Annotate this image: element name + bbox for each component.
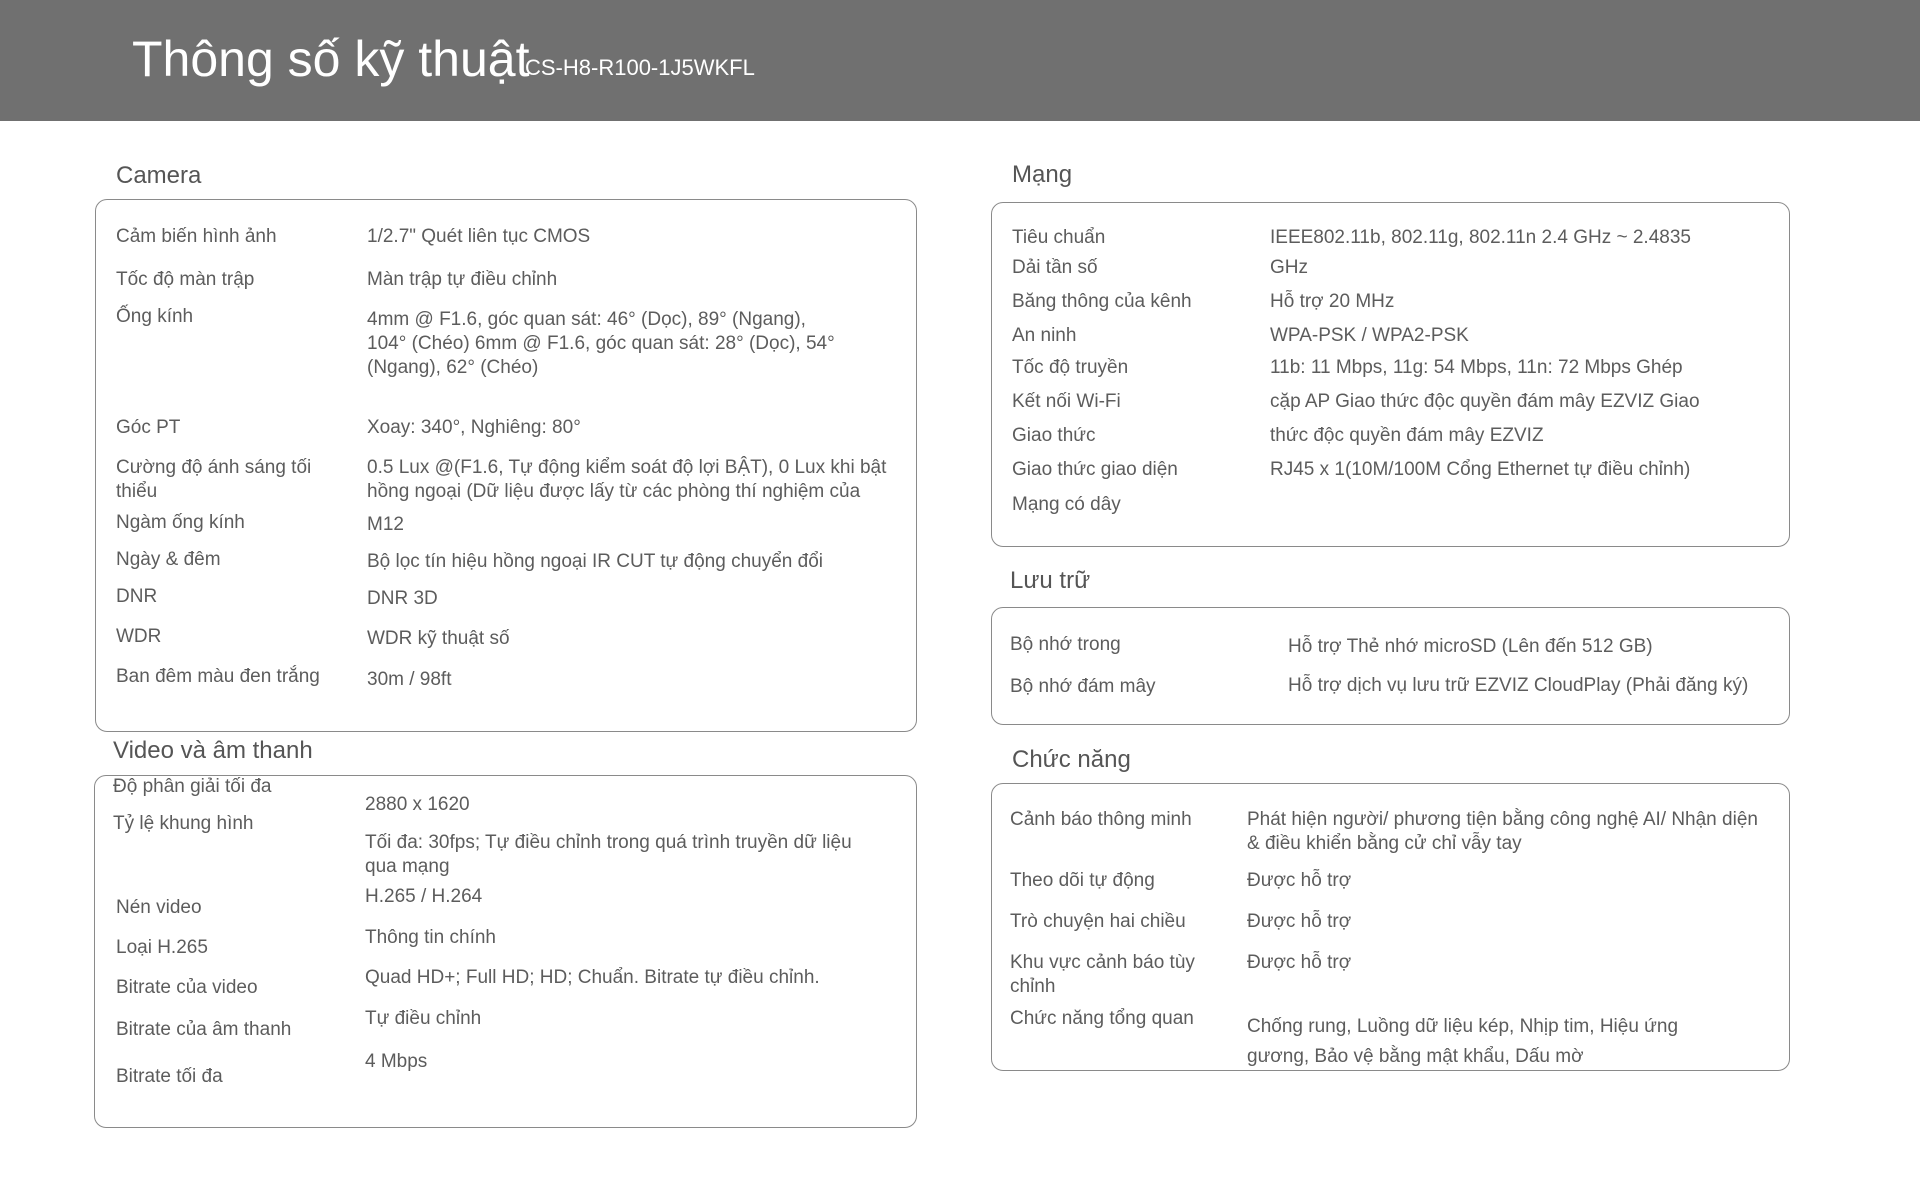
network-label-transfer-rate: Tốc độ truyền <box>1012 357 1129 378</box>
network-label-channel-bandwidth: Băng thông của kênh <box>1012 291 1192 312</box>
network-value-line-1: IEEE802.11b, 802.11g, 802.11n 2.4 GHz ~ 2.4835 <box>1270 227 1691 248</box>
camera-label-min-illumination: Cường độ ánh sáng tối thiểu <box>116 457 312 502</box>
video-value-frame-rate: Tối đa: 30fps; Tự điều chỉnh trong quá trình truyền dữ liệu qua mạng <box>365 832 852 877</box>
network-value-line-8: RJ45 x 1(10M/100M Cổng Ethernet tự điều chỉnh) <box>1270 459 1691 480</box>
camera-label-sensor: Cảm biến hình ảnh <box>116 226 277 247</box>
network-value-line-6: cặp AP Giao thức độc quyền đám mây EZVIZ Giao <box>1270 391 1700 412</box>
camera-label-day-night: Ngày & đêm <box>116 549 221 570</box>
page-title: Thông số kỹ thuật <box>132 31 530 87</box>
storage-spec-box <box>991 607 1790 725</box>
video-label-compression: Nén video <box>116 897 202 918</box>
video-label-audio-bitrate: Bitrate của âm thanh <box>116 1019 292 1040</box>
features-value-custom-alert-zone: Được hỗ trợ <box>1247 952 1352 973</box>
camera-value-pt-angle: Xoay: 340°, Nghiêng: 80° <box>367 417 581 438</box>
camera-label-wdr: WDR <box>116 626 162 647</box>
features-section-title: Chức năng <box>1012 746 1131 773</box>
video-value-audio-bitrate: Tự điều chỉnh <box>365 1008 482 1029</box>
storage-label-internal: Bộ nhớ trong <box>1010 634 1121 655</box>
video-section-title: Video và âm thanh <box>113 737 313 764</box>
network-section-title: Mạng <box>1012 161 1073 188</box>
camera-value-sensor: 1/2.7" Quét liên tục CMOS <box>367 226 591 247</box>
video-label-max-resolution: Độ phân giải tối đa <box>113 776 272 797</box>
features-label-custom-alert-zone: Khu vực cảnh báo tùy chỉnh <box>1010 952 1195 997</box>
camera-label-night-bw: Ban đêm màu đen trắng <box>116 666 320 687</box>
network-label-standard: Tiêu chuẩn <box>1012 227 1106 248</box>
network-value-line-4: WPA-PSK / WPA2-PSK <box>1270 325 1469 346</box>
camera-value-night-bw: 30m / 98ft <box>367 669 452 690</box>
features-label-smart-alert: Cảnh báo thông minh <box>1010 809 1192 830</box>
camera-value-min-illumination: 0.5 Lux @(F1.6, Tự động kiểm soát độ lợi BẬT), 0 Lux khi bật hồng ngoại (Dữ liệu được lấy từ các phòng thí nghiệm của <box>367 457 887 502</box>
camera-value-lens-mount: M12 <box>367 514 404 535</box>
camera-section-title: Camera <box>116 162 202 189</box>
features-value-general-functions: Chống rung, Luồng dữ liệu kép, Nhịp tim, Hiệu ứng gương, Bảo vệ bằng mật khẩu, Dấu mờ <box>1247 1016 1679 1067</box>
network-value-line-7: thức độc quyền đám mây EZVIZ <box>1270 425 1544 446</box>
storage-section-title: Lưu trữ <box>1010 567 1091 594</box>
storage-label-cloud: Bộ nhớ đám mây <box>1010 676 1156 697</box>
camera-label-dnr: DNR <box>116 586 158 607</box>
network-value-line-2: GHz <box>1270 257 1308 278</box>
video-label-video-bitrate: Bitrate của video <box>116 977 258 998</box>
model-number: CS-H8-R100-1J5WKFL <box>525 55 755 80</box>
features-label-auto-tracking: Theo dõi tự động <box>1010 870 1155 891</box>
storage-value-internal: Hỗ trợ Thẻ nhớ microSD (Lên đến 512 GB) <box>1288 636 1653 657</box>
video-value-compression: H.265 / H.264 <box>365 886 483 907</box>
network-label-protocol: Giao thức <box>1012 425 1096 446</box>
video-value-h265-type: Thông tin chính <box>365 927 496 948</box>
network-label-wifi-pairing: Kết nối Wi-Fi <box>1012 391 1121 412</box>
video-label-h265-type: Loại H.265 <box>116 937 208 958</box>
camera-value-shutter: Màn trập tự điều chỉnh <box>367 269 558 290</box>
camera-label-pt-angle: Góc PT <box>116 417 181 438</box>
features-label-two-way-talk: Trò chuyện hai chiều <box>1010 911 1186 932</box>
network-value-line-3: Hỗ trợ 20 MHz <box>1270 291 1395 312</box>
camera-label-shutter: Tốc độ màn trập <box>116 269 255 290</box>
features-label-general-functions: Chức năng tổng quan <box>1010 1008 1194 1029</box>
storage-value-cloud: Hỗ trợ dịch vụ lưu trữ EZVIZ CloudPlay (Phải đăng ký) <box>1288 675 1749 696</box>
video-value-max-bitrate: 4 Mbps <box>365 1051 428 1072</box>
camera-value-dnr: DNR 3D <box>367 588 438 609</box>
network-label-security: An ninh <box>1012 325 1077 346</box>
camera-value-day-night: Bộ lọc tín hiệu hồng ngoại IR CUT tự động chuyển đổi <box>367 551 823 572</box>
network-value-line-5: 11b: 11 Mbps, 11g: 54 Mbps, 11n: 72 Mbps Ghép <box>1270 357 1683 378</box>
video-value-max-resolution: 2880 x 1620 <box>365 794 470 815</box>
features-value-auto-tracking: Được hỗ trợ <box>1247 870 1352 891</box>
network-label-wired-network: Mạng có dây <box>1012 494 1121 515</box>
features-value-smart-alert: Phát hiện người/ phương tiện bằng công nghệ AI/ Nhận diện & điều khiển bằng cử chỉ vẫy tay <box>1247 809 1758 854</box>
features-value-two-way-talk: Được hỗ trợ <box>1247 911 1352 932</box>
camera-label-lens: Ống kính <box>116 306 194 327</box>
network-label-frequency: Dải tần số <box>1012 257 1098 278</box>
video-value-video-bitrate: Quad HD+; Full HD; HD; Chuẩn. Bitrate tự điều chỉnh. <box>365 967 820 988</box>
video-label-max-bitrate: Bitrate tối đa <box>116 1066 223 1087</box>
page-header <box>0 0 1920 121</box>
video-label-frame-rate: Tỷ lệ khung hình <box>113 813 254 834</box>
network-label-interface-protocol: Giao thức giao diện <box>1012 459 1178 480</box>
camera-value-wdr: WDR kỹ thuật số <box>367 628 510 649</box>
camera-value-lens: 4mm @ F1.6, góc quan sát: 46° (Dọc), 89° (Ngang), 104° (Chéo) 6mm @ F1.6, góc quan sát: 28° (Dọc), 54° (Ngang), 62° (Chéo) <box>367 309 835 378</box>
camera-label-lens-mount: Ngàm ống kính <box>116 512 245 533</box>
